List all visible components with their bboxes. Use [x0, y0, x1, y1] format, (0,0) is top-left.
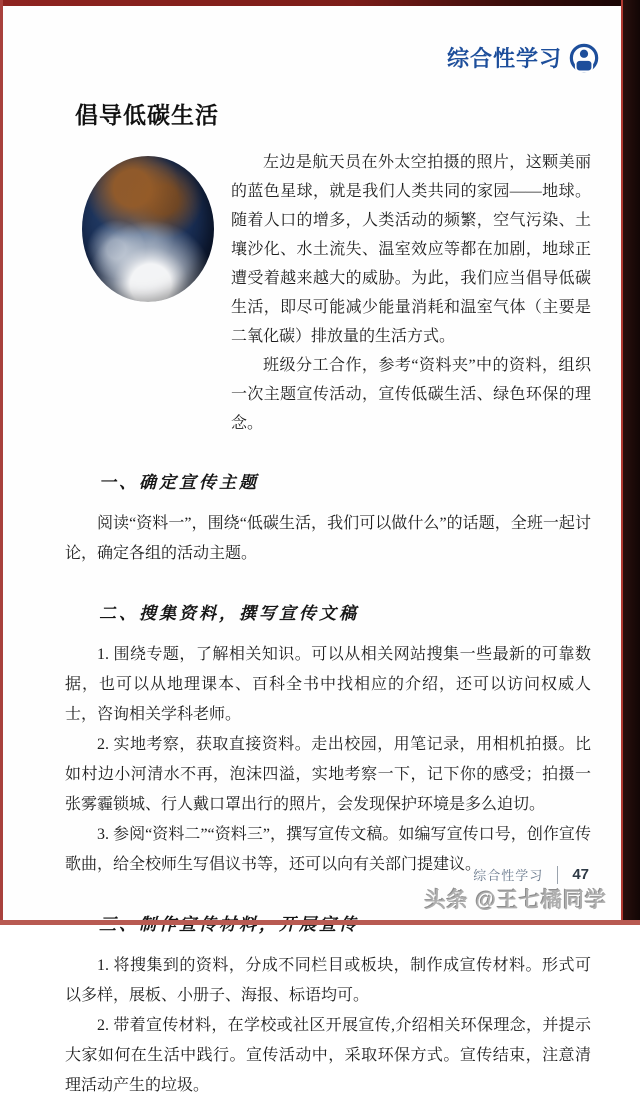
page-edge-top: [0, 0, 640, 6]
section-2-heading: 二、搜集资料，撰写宣传文稿: [99, 604, 359, 623]
intro-paragraph-2: 班级分工合作，参考“资料夹”中的资料，组织一次主题宣传活动，宣传低碳生活、绿色环保的理念。: [231, 357, 591, 432]
page-edge-bottom: [0, 920, 640, 925]
intro-text: [231, 148, 591, 438]
section-1-heading: 一、确定宣传主题: [99, 473, 259, 492]
intro-block: [65, 148, 591, 438]
section-header-label: 综合性学习: [446, 46, 562, 71]
section-2-paragraph-2: 2. 实地考察，获取直接资料。走出校园，用笔记录，用相机拍摄。比如村边小河清水不再，泡沫四溢，实地考察一下，记下你的感受；拍摄一张雾霾锁城、行人戴口罩出行的照片，会发现保护环境是多么迫切。: [65, 736, 591, 813]
section-2-paragraph-3: 3. 参阅“资料二”“资料三”，撰写宣传文稿。如编写宣传口号，创作宣传歌曲，给全校师生写倡议书等，还可以向有关部门提建议。: [65, 826, 591, 873]
footer-page-number: 47: [572, 866, 589, 883]
intro-paragraph-1: 左边是航天员在外太空拍摄的照片，这颗美丽的蓝色星球，就是我们人类共同的家园——地球。随着人口的增多，人类活动的频繁，空气污染、土壤沙化、水土流失、温室效应等都在加剧，地球正遭受着越来越大的威胁。为此，我们应当倡导低碳生活，即尽可能减少能量消耗和温室气体（主要是二氧化碳）排放量的生活方式。: [231, 154, 591, 345]
footer-divider: [557, 866, 558, 884]
section-1-paragraph-1: 阅读“资料一”，围绕“低碳生活，我们可以做什么”的话题，全班一起讨论，确定各组的活动主题。: [65, 515, 591, 562]
section-3-paragraph-2: 2. 带着宣传材料，在学校或社区开展宣传,介绍相关环保理念，并提示大家如何在生活中践行。宣传活动中，采取环保方式。宣传结束，注意清理活动产生的垃圾。: [65, 1017, 591, 1094]
page-footer: [473, 865, 589, 884]
footer-section-label: 综合性学习: [473, 868, 544, 883]
section-header: [3, 6, 621, 73]
toutiao-watermark: 头条 @王七橘同学: [424, 889, 607, 912]
section-2-paragraph-1: 1. 围绕专题，了解相关知识。可以从相关网站搜集一些最新的可靠数据，也可以从地理课本、百科全书中找相应的介绍，还可以访问权威人士，咨询相关学科老师。: [65, 646, 591, 723]
page-edge-right: [621, 0, 640, 925]
page-edge-left: [0, 0, 3, 925]
textbook-page: [3, 6, 621, 1094]
user-circle-icon: [569, 43, 599, 73]
page-title: 倡导低碳生活: [75, 102, 219, 128]
section-3-paragraph-1: 1. 将搜集到的资料，分成不同栏目或板块，制作成宣传材料。形式可以多样，展板、小册子、海报、标语均可。: [65, 957, 591, 1004]
earth-image-wrap: [65, 148, 231, 438]
earth-photo: [82, 156, 214, 302]
